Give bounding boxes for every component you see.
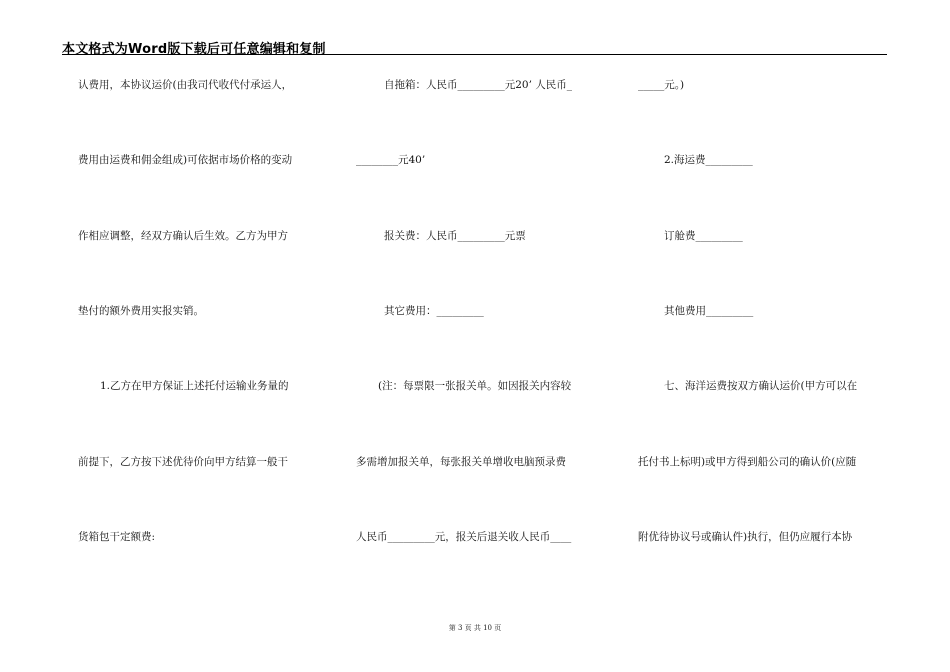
text-line: 其他费用_________ [664, 305, 754, 317]
text-line: 七、海洋运费按双方确认运价(甲方可以在 [664, 380, 858, 392]
text-line: 人民币_________元，报关后退关收人民币____ [356, 531, 572, 543]
text-line: 多需增加报关单，每张报关单增收电脑预录费 [356, 456, 566, 468]
text-line: 作相应调整，经双方确认后生效。乙方为甲方 [78, 230, 288, 242]
text-column-left [78, 0, 338, 672]
text-line: 货箱包干定额费: [78, 531, 156, 543]
text-column-right [638, 0, 898, 672]
text-line: (注：每票限一张报关单。如因报关内容较 [378, 380, 572, 392]
text-line: 认费用，本协议运价(由我司代收代付承运人， [78, 79, 293, 91]
text-line: 其它费用：_________ [384, 305, 484, 317]
text-line: 前提下，乙方按下述优待价向甲方结算一般干 [78, 456, 288, 468]
page-number: 第 3 页 共 10 页 [448, 624, 502, 632]
text-column-middle [356, 0, 626, 672]
text-line: 费用由运费和佣金组成)可依据市场价格的变动 [78, 154, 293, 166]
text-line: 1.乙方在甲方保证上述托付运输业务量的 [100, 380, 289, 392]
text-line: 垫付的额外费用实报实销。 [78, 305, 204, 317]
text-line: ________元40’ [356, 154, 426, 166]
text-line: _____元。) [638, 79, 685, 91]
page-header-title: 本文格式为Word版下载后可任意编辑和复制 [62, 42, 326, 57]
text-line: 自拖箱：人民币_________元20’ 人民币_ [384, 79, 573, 91]
text-line: 订舱费_________ [664, 230, 743, 242]
text-line: 附优待协议号或确认件)执行，但仍应履行本协 [638, 531, 853, 543]
text-line: 报关费：人民币_________元票 [384, 230, 526, 242]
text-line: 托付书上标明)或甲方得到船公司的确认价(应随 [638, 456, 857, 468]
text-line: 2.海运费_________ [664, 154, 753, 166]
